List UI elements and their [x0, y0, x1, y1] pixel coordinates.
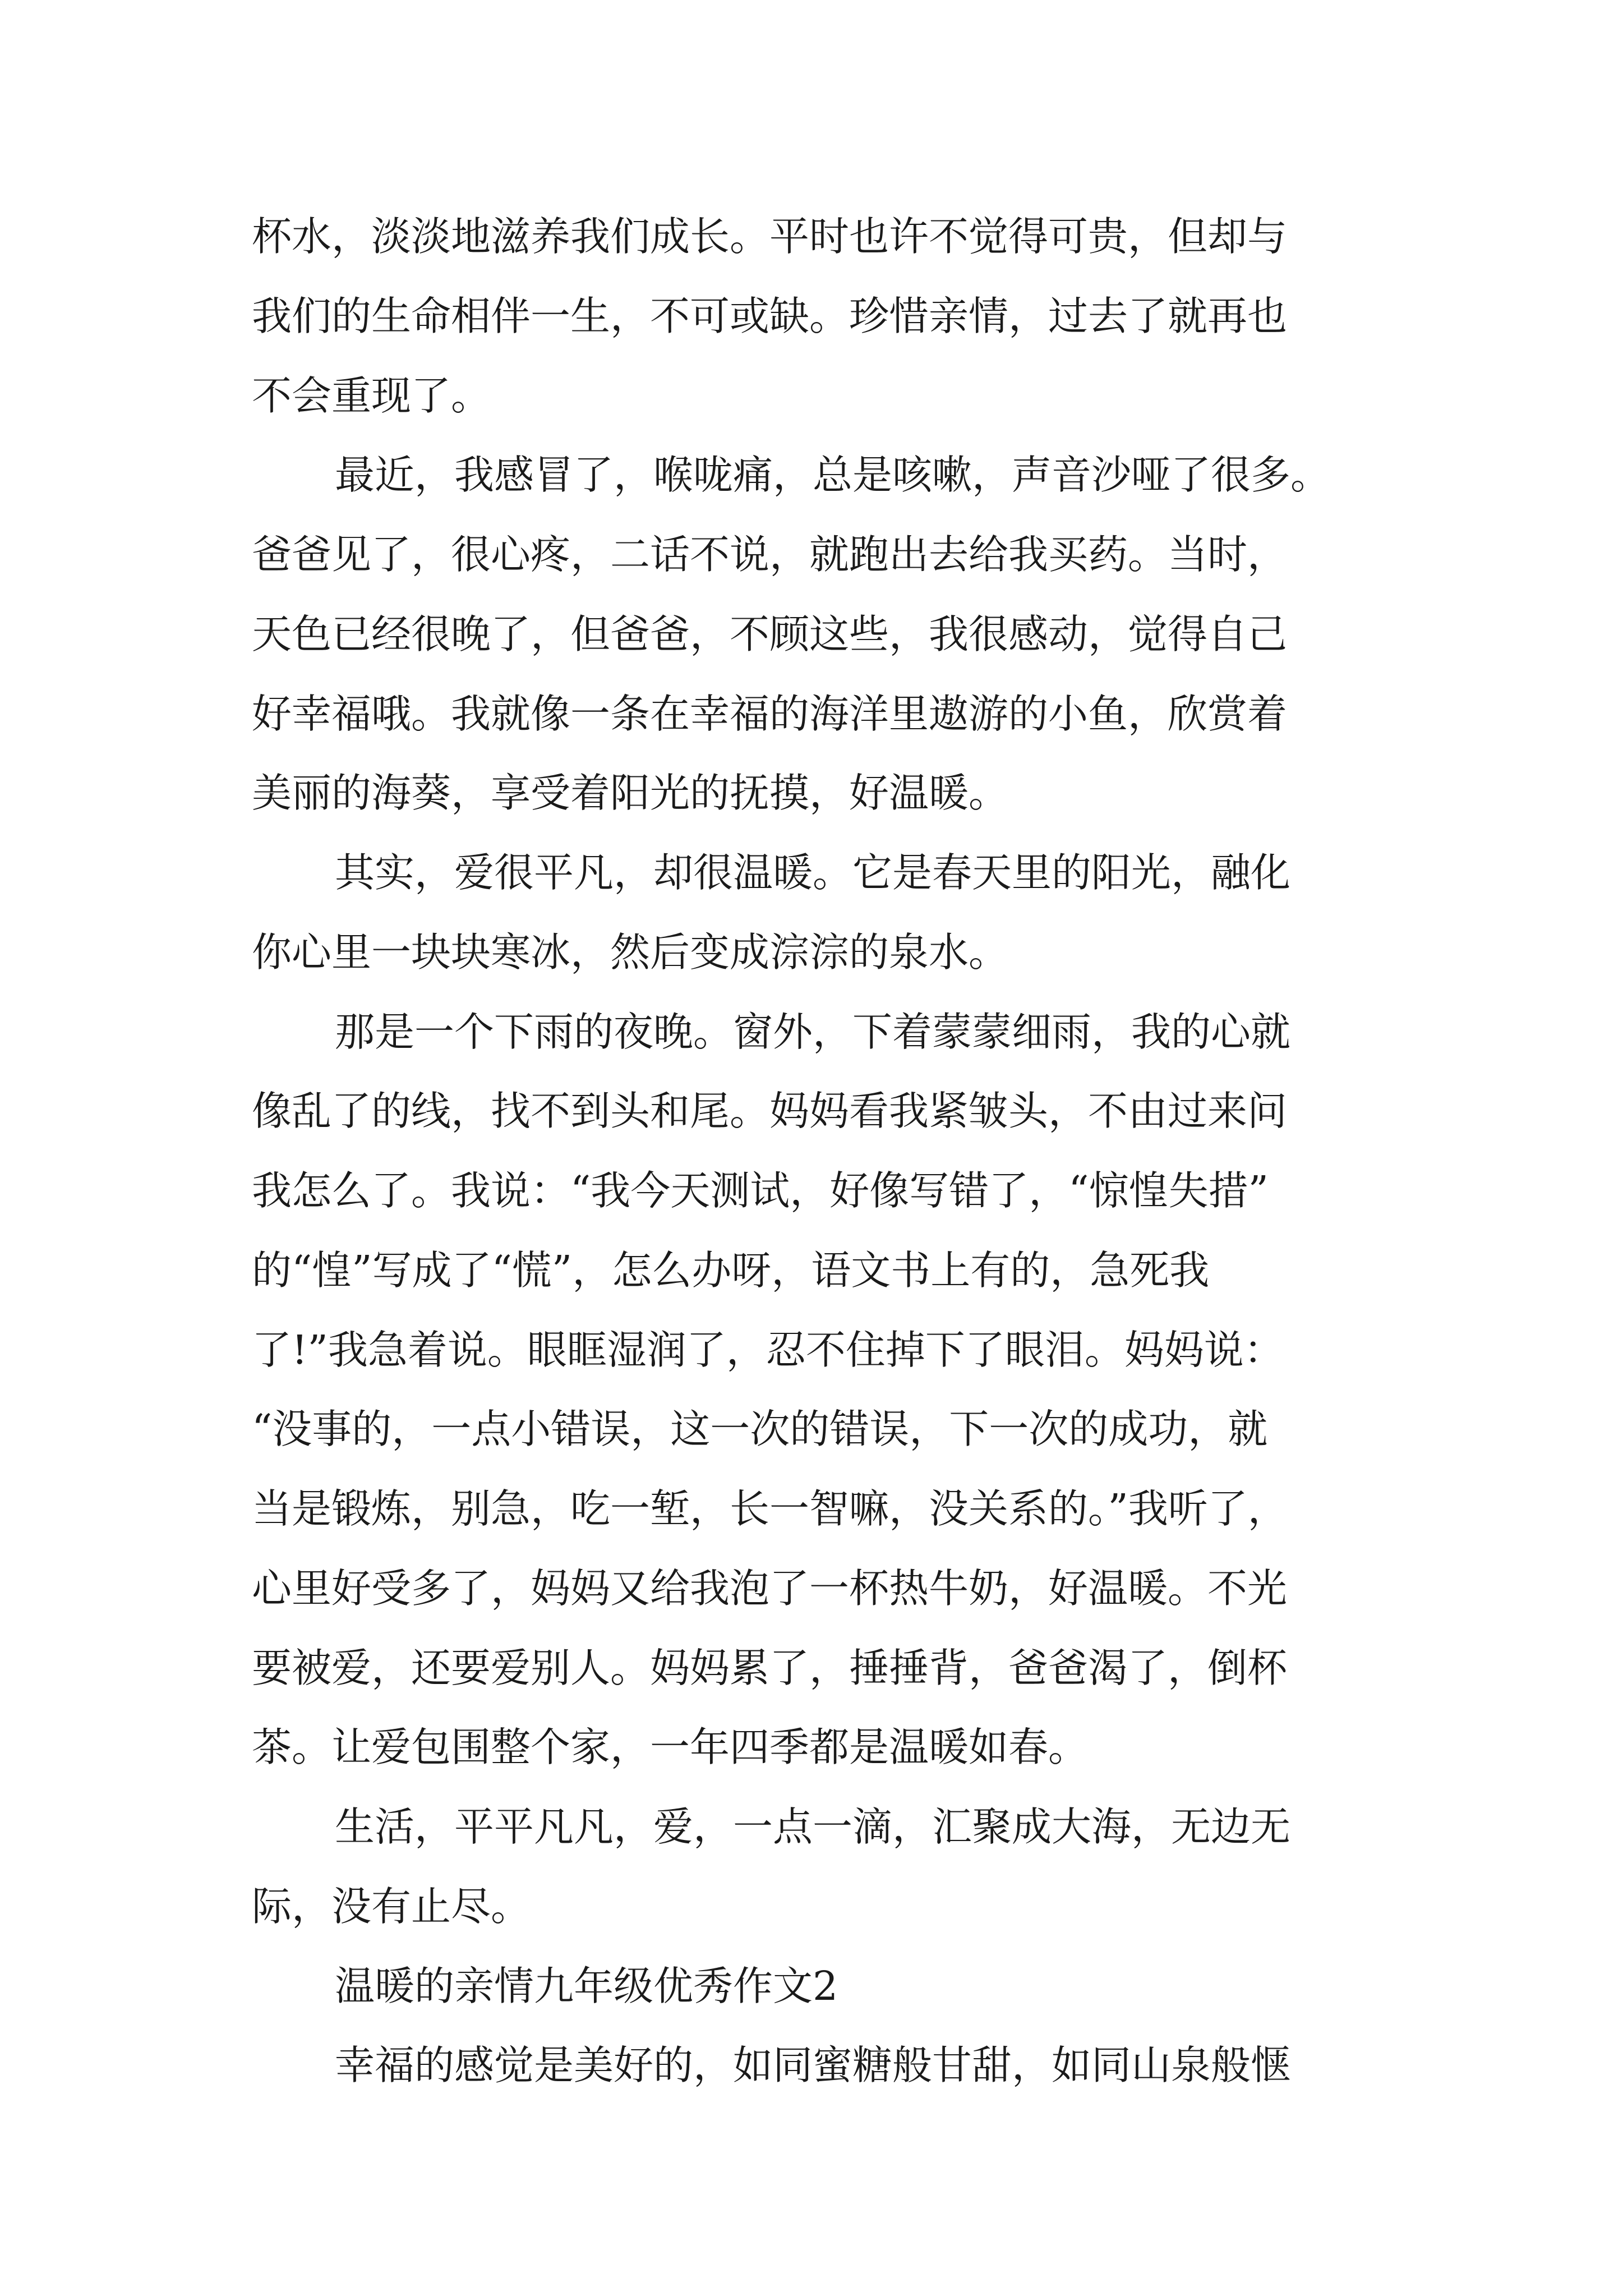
text-line: 心里好受多了，妈妈又给我泡了一杯热牛奶，好温暖。不光 — [252, 1565, 1288, 1612]
text-line: 我怎么了。我说：“我今天测试，好像写错了，“惊惶失措” — [252, 1167, 1269, 1214]
text-line: 我们的生命相伴一生，不可或缺。珍惜亲情，过去了就再也 — [252, 293, 1288, 339]
text-line: 不会重现了。 — [252, 372, 491, 419]
text-line: 好幸福哦。我就像一条在幸福的海洋里遨游的小鱼，欣赏着 — [252, 691, 1288, 737]
paragraph-start-line: 幸福的感觉是美好的，如同蜜糖般甘甜，如同山泉般惬 — [335, 2042, 1291, 2088]
text-line: 爸爸见了，很心疼，二话不说，就跑出去给我买药。当时， — [252, 531, 1288, 578]
paragraph-start-line: 其实，爱很平凡，却很温暖。它是春天里的阳光，融化 — [335, 849, 1291, 896]
text-line: 要被爱，还要爱别人。妈妈累了，捶捶背，爸爸渴了，倒杯 — [252, 1645, 1288, 1691]
paragraph-start-line: 最近，我感冒了，喉咙痛，总是咳嗽，声音沙哑了很多。 — [335, 452, 1331, 498]
text-line: “没事的，一点小错误，这一次的错误，下一次的成功，就 — [252, 1406, 1268, 1452]
paragraph-start-line: 生活，平平凡凡，爱，一点一滴，汇聚成大海，无边无 — [335, 1803, 1291, 1850]
text-line: 茶。让爱包围整个家，一年四季都是温暖如春。 — [252, 1724, 1089, 1770]
text-line: 美丽的海葵，享受着阳光的抚摸，好温暖。 — [252, 770, 1009, 816]
text-line: 际，没有止尽。 — [252, 1883, 531, 1930]
text-line: 你心里一块块寒冰，然后变成淙淙的泉水。 — [252, 929, 1009, 976]
essay-title: 温暖的亲情九年级优秀作文2 — [335, 1963, 838, 2009]
text-line: 了!”我急着说。眼眶湿润了，忍不住掉下了眼泪。妈妈说： — [252, 1327, 1284, 1373]
paragraph-start-line: 那是一个下雨的夜晚。窗外，下着蒙蒙细雨，我的心就 — [335, 1009, 1291, 1055]
text-line: 天色已经很晚了，但爸爸，不顾这些，我很感动，觉得自己 — [252, 611, 1288, 657]
text-line: 当是锻炼，别急，吃一堑，长一智嘛，没关系的。”我听了， — [252, 1485, 1288, 1532]
text-line: 的“惶”写成了“慌”，怎么办呀，语文书上有的，急死我 — [252, 1247, 1210, 1294]
text-line: 像乱了的线，找不到头和尾。妈妈看我紧皱头，不由过来问 — [252, 1088, 1288, 1134]
text-line: 杯水，淡淡地滋养我们成长。平时也许不觉得可贵，但却与 — [252, 213, 1288, 260]
